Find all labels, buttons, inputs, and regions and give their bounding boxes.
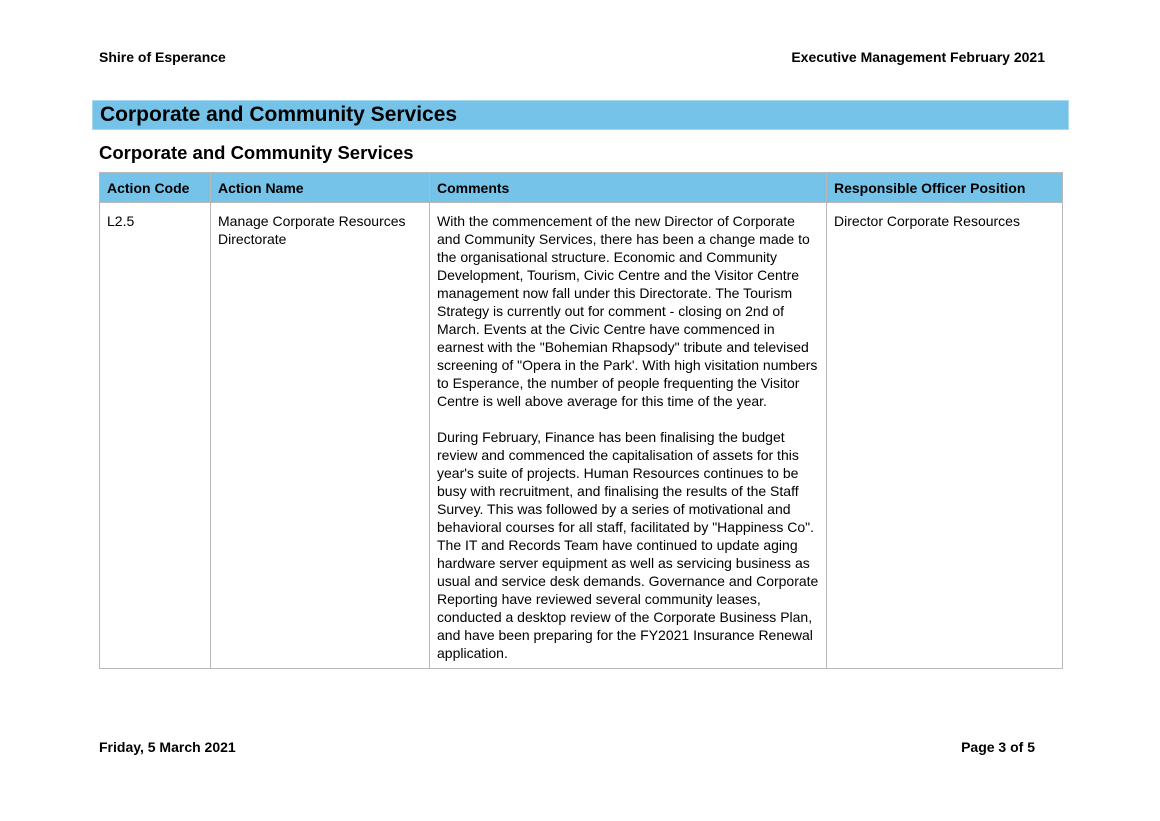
column-header-comments: Comments: [430, 173, 827, 203]
comment-paragraph: With the commencement of the new Director of Corporate and Community Services, there has been a change made to the organisational structure. Economic and Community Development, Tourism, Civic Centre and the Visitor Centre management now fall under this Directorate. The Tourism Strategy is currently out for comment - closing on 2nd of March. Events at the Civic Centre have commenced in earnest with the "Bohemian Rhapsody" tribute and televised screening of "Opera in the Park'. With high visitation numbers to Esperance, the number of people frequenting the Visitor Centre is well above average for this time of the year.: [437, 213, 818, 409]
table-header-row: [100, 173, 1063, 203]
footer-date: Friday, 5 March 2021: [99, 739, 236, 755]
column-header-responsible-officer: Responsible Officer Position: [827, 173, 1063, 203]
comment-paragraph: During February, Finance has been finalising the budget review and commenced the capitalisation of assets for this year's suite of projects. Human Resources continues to be busy with recruitment, and finalising the results of the Staff Survey. This was followed by a series of motivational and behavioral courses for all staff, facilitated by "Happiness Co". The IT and Records Team have continued to update aging hardware server equipment as well as servicing business as usual and service desk demands. Governance and Corporate Reporting have reviewed several community leases, conducted a desktop review of the Corporate Business Plan, and have been preparing for the FY2021 Insurance Renewal application.: [437, 429, 819, 661]
section-banner-title: Corporate and Community Services: [100, 103, 458, 126]
cell-action-name: Manage Corporate Resources Directorate: [211, 203, 430, 669]
table-row: [100, 203, 1063, 669]
cell-responsible-officer: Director Corporate Resources: [827, 203, 1063, 669]
footer-page-number: Page 3 of 5: [961, 739, 1035, 755]
header-organisation: Shire of Esperance: [99, 49, 226, 65]
section-subheading: Corporate and Community Services: [99, 142, 414, 163]
header-report-title: Executive Management February 2021: [791, 49, 1045, 65]
cell-action-code: L2.5: [100, 203, 211, 669]
section-banner: [92, 100, 1069, 130]
actions-table: [99, 172, 1063, 669]
column-header-action-code: Action Code: [100, 173, 211, 203]
column-header-action-name: Action Name: [211, 173, 430, 203]
cell-comments: [430, 203, 827, 669]
